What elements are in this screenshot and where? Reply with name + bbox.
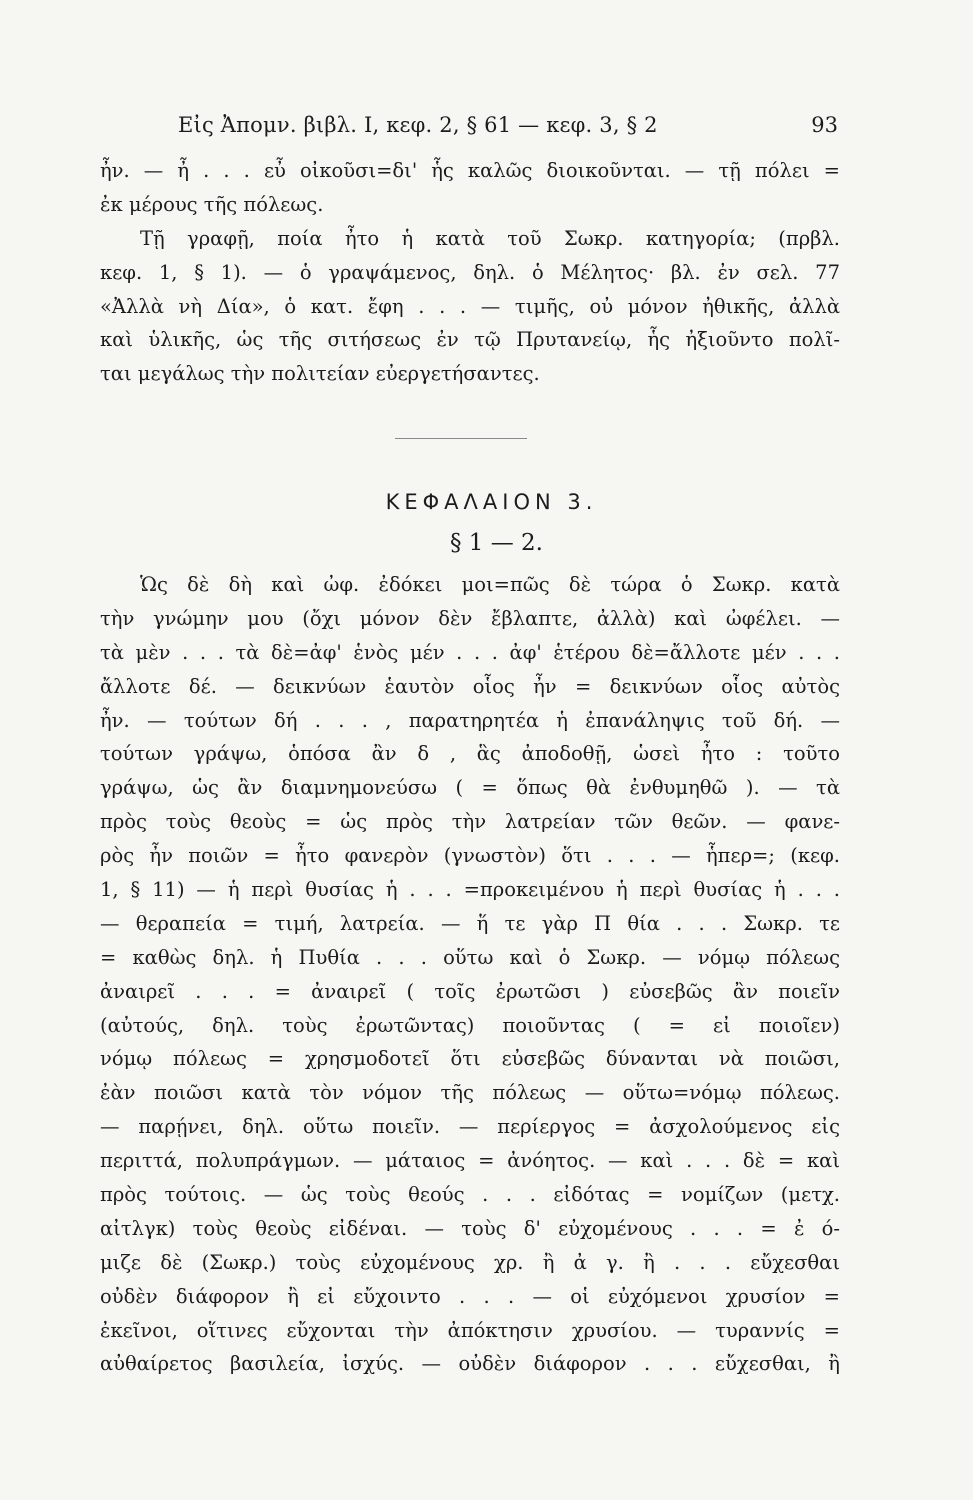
text-line: — παρῄνει, δηλ. οὕτω ποιεῖν. — περίεργος = ἀσχολούμενος εἰς: [100, 1115, 840, 1139]
text-line: ἐκεῖνοι, οἵτινες εὔχονται τὴν ἀπόκτησιν χρυσίου. — τυραννίς =: [100, 1318, 840, 1342]
text-line: τὰ μὲν . . . τὰ δὲ=ἀφ' ἑνὸς μέν . . . ἀφ' ἑτέρου δὲ=ἄλλοτε μέν . . .: [100, 640, 840, 664]
text-line: — θεραπεία = τιμή, λατρεία. — ἥ τε γὰρ Π θία . . . Σωκρ. τε: [100, 911, 840, 935]
text-line: αἰτλγκ) τοὺς θεοὺς εἰδέναι. — τοὺς δ' εὐχομένους . . . = ἐ ό-: [100, 1216, 840, 1240]
text-line: ρὸς ἦν ποιῶν = ἦτο φανερὸν (γνωστὸν) ὅτι . . . — ἧπερ=; (κεφ.: [100, 844, 840, 868]
text-line: ται μεγάλως τὴν πολιτείαν εὐεργετήσαντες.: [100, 362, 540, 386]
top-notes: [100, 154, 840, 391]
chapter-title: ΚΕΦΑΛΑΙΟΝ 3.: [385, 490, 598, 514]
text-line: (αὐτούς, δηλ. τοὺς ἐρωτῶντας) ποιοῦντας ( = εἰ ποιοῖεν): [100, 1013, 840, 1037]
text-line: = καθὼς δηλ. ἡ Πυθία . . . οὕτω καὶ ὁ Σωκρ. — νόμῳ πόλεως: [100, 945, 840, 969]
separator-rule: [395, 438, 527, 439]
text-line: γράψω, ὡς ἂν διαμνημονεύσω ( = ὅπως θὰ ἐνθυμηθῶ ). — τὰ: [100, 776, 840, 800]
text-line: ἦν. — τούτων δή . . . , παρατηρητέα ἡ ἐπανάληψις τοῦ δή. —: [100, 708, 840, 732]
text-line: καὶ ὑλικῆς, ὡς τῆς σιτήσεως ἐν τῷ Πρυτανείῳ, ἧς ἠξιοῦντο πολῖ-: [100, 328, 840, 352]
text-line: τὴν γνώμην μου (ὄχι μόνον δὲν ἔβλαπτε, ἀλλὰ) καὶ ὠφέλει. —: [100, 606, 840, 630]
text-line: κεφ. 1, § 1). — ὁ γραψάμενος, δηλ. ὁ Μέλητος· βλ. ἐν σελ. 77: [100, 260, 840, 284]
text-line: οὐδὲν διάφορον ἢ εἰ εὔχοιντο . . . — οἱ εὐχόμενοι χρυσίον =: [100, 1284, 840, 1308]
running-head: Εἰς Ἀπομν. βιβλ. Ι, κεφ. 2, § 61 — κεφ. 3, § 2: [178, 113, 658, 137]
text-line: μιζε δὲ (Σωκρ.) τοὺς εὐχομένους χρ. ἢ ἀ γ. ἢ . . . εὔχεσθαι: [100, 1250, 840, 1274]
section-heading: § 1 — 2.: [449, 530, 543, 556]
page-number: 93: [811, 113, 838, 137]
text-line: 1, § 11) — ἡ περὶ θυσίας ἡ . . . =προκειμένου ἡ περὶ θυσίας ἡ . . .: [100, 878, 840, 902]
text-line: Ὡς δὲ δὴ καὶ ὠφ. ἐδόκει μοι=πῶς δὲ τώρα ὁ Σωκρ. κατὰ: [140, 573, 840, 596]
text-line: ἀναιρεῖ . . . = ἀναιρεῖ ( τοῖς ἐρωτῶσι ) εὐσεβῶς ἂν ποιεῖν: [100, 979, 840, 1003]
text-line: Τῇ γραφῇ, ποία ἦτο ἡ κατὰ τοῦ Σωκρ. κατηγορία; (πρβλ.: [140, 226, 840, 250]
text-line: αὐθαίρετος βασιλεία, ἰσχύς. — οὐδὲν διάφορον . . . εὔχεσθαι, ἢ: [100, 1352, 840, 1376]
main-notes: [100, 568, 840, 1381]
text-line: τούτων γράψω, ὁπόσα ἂν δ , ἃς ἀποδοθῇ, ὡσεὶ ἦτο : τοῦτο: [100, 742, 840, 766]
text-line: «Ἀλλὰ νὴ Δία», ὁ κατ. ἔφη . . . — τιμῆς, οὐ μόνον ἠθικῆς, ἀλλὰ: [100, 294, 840, 318]
text-line: ἦν. — ἦ . . . εὖ οἰκοῦσι=δι' ἧς καλῶς διοικοῦνται. — τῇ πόλει =: [100, 159, 840, 182]
text-line: πρὸς τοὺς θεοὺς = ὡς πρὸς τὴν λατρείαν τῶν θεῶν. — φανε-: [100, 810, 840, 834]
text-line: ἐὰν ποιῶσι κατὰ τὸν νόμον τῆς πόλεως — οὕτω=νόμῳ πόλεως.: [100, 1081, 840, 1105]
page-header: [0, 113, 973, 143]
text-line: περιττά, πολυπράγμων. — μάταιος = ἀνόητος. — καὶ . . . δὲ = καὶ: [100, 1149, 840, 1173]
text-line: νόμῳ πόλεως = χρησμοδοτεῖ ὅτι εὐσεβῶς δύνανται νὰ ποιῶσι,: [100, 1047, 840, 1071]
text-line: ἐκ μέρους τῆς πόλεως.: [100, 192, 324, 216]
text-line: ἄλλοτε δέ. — δεικνύων ἑαυτὸν οἷος ἦν = δεικνύων οἷος αὐτὸς: [100, 674, 840, 698]
text-line: πρὸς τούτοις. — ὡς τοὺς θεούς . . . εἰδότας = νομίζων (μετχ.: [100, 1183, 840, 1207]
margin-pencil-mark: [925, 854, 973, 886]
